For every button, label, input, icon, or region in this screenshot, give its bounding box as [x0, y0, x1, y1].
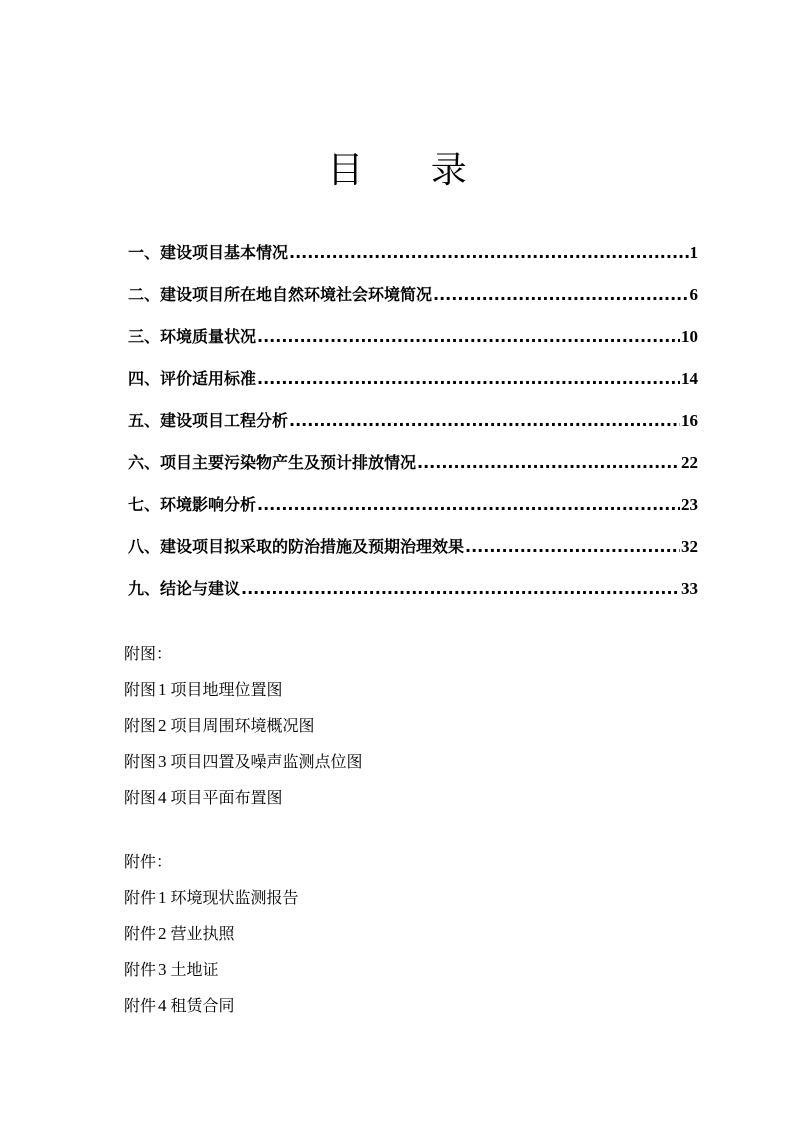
- attached-figure-prefix: 附图: [124, 716, 157, 735]
- toc-leader-dots: [241, 568, 680, 610]
- attached-document-number: 1: [158, 888, 167, 907]
- attached-document-item[interactable]: [124, 880, 299, 916]
- toc-page-number: 23: [681, 495, 698, 514]
- toc-entry[interactable]: [128, 442, 698, 484]
- toc-entry[interactable]: [128, 316, 698, 358]
- attached-documents-list: [124, 844, 299, 1024]
- toc-leader-dots: [465, 526, 680, 568]
- attached-document-title: 营业执照: [170, 924, 235, 943]
- toc-page-number: 10: [681, 327, 698, 346]
- toc-entry-title: 八、建设项目拟采取的防治措施及预期治理效果: [128, 537, 465, 556]
- toc-leader-dots: [257, 358, 680, 400]
- toc-entry-title: 二、建设项目所在地自然环境社会环境简况: [128, 285, 433, 304]
- toc-page-number: 6: [689, 285, 698, 304]
- attached-figures-list: [124, 636, 363, 816]
- toc-entry-title: 九、结论与建议: [128, 579, 241, 598]
- attached-document-item[interactable]: [124, 916, 299, 952]
- attached-document-number: 2: [158, 924, 167, 943]
- toc-entry-title: 七、环境影响分析: [128, 495, 257, 514]
- attached-document-item[interactable]: [124, 952, 299, 988]
- toc-entry[interactable]: [128, 232, 698, 274]
- toc-page-number: 33: [681, 579, 698, 598]
- attached-figure-item[interactable]: [124, 780, 363, 816]
- attached-document-number: 3: [158, 960, 167, 979]
- toc-leader-dots: [433, 274, 688, 316]
- toc-leader-dots: [417, 442, 680, 484]
- toc-leader-dots: [289, 232, 688, 274]
- attached-documents-heading: 附件：: [124, 852, 173, 871]
- attached-document-prefix: 附件: [124, 996, 157, 1015]
- attached-document-title: 土地证: [170, 960, 219, 979]
- toc-leader-dots: [257, 316, 680, 358]
- toc-page-number: 16: [681, 411, 698, 430]
- toc-entry[interactable]: [128, 358, 698, 400]
- attached-figure-number: 1: [158, 680, 167, 699]
- toc-page-number: 14: [681, 369, 698, 388]
- toc-entry-title: 五、建设项目工程分析: [128, 411, 289, 430]
- toc-entry[interactable]: [128, 400, 698, 442]
- attached-document-title: 环境现状监测报告: [170, 888, 299, 907]
- toc-entry-title: 一、建设项目基本情况: [128, 243, 289, 262]
- toc-leader-dots: [257, 484, 680, 526]
- attached-figure-prefix: 附图: [124, 788, 157, 807]
- attached-figures-heading: 附图：: [124, 644, 173, 663]
- attached-figure-item[interactable]: [124, 744, 363, 780]
- attached-figure-prefix: 附图: [124, 752, 157, 771]
- toc-entry-title: 四、评价适用标准: [128, 369, 257, 388]
- toc-entry[interactable]: [128, 274, 698, 316]
- attached-document-prefix: 附件: [124, 888, 157, 907]
- toc-leader-dots: [289, 400, 680, 442]
- table-of-contents: [128, 232, 698, 610]
- attached-document-prefix: 附件: [124, 924, 157, 943]
- attached-figure-item[interactable]: [124, 708, 363, 744]
- toc-entry[interactable]: [128, 568, 698, 610]
- attached-figure-title: 项目地理位置图: [170, 680, 283, 699]
- toc-page-number: 1: [689, 243, 698, 262]
- attached-figure-number: 3: [158, 752, 167, 771]
- toc-page-number: 32: [681, 537, 698, 556]
- attached-figure-title: 项目周围环境概况图: [170, 716, 315, 735]
- attached-document-number: 4: [158, 996, 167, 1015]
- attached-document-title: 租赁合同: [170, 996, 235, 1015]
- attached-figure-title: 项目四置及噪声监测点位图: [170, 752, 363, 771]
- toc-entry[interactable]: [128, 526, 698, 568]
- attached-figure-item[interactable]: [124, 672, 363, 708]
- toc-entry[interactable]: [128, 484, 698, 526]
- attached-figure-title: 项目平面布置图: [170, 788, 283, 807]
- page-title: 目 录: [327, 150, 495, 191]
- attached-figure-prefix: 附图: [124, 680, 157, 699]
- toc-entry-title: 六、项目主要污染物产生及预计排放情况: [128, 453, 417, 472]
- attached-document-prefix: 附件: [124, 960, 157, 979]
- toc-page-number: 22: [681, 453, 698, 472]
- toc-entry-title: 三、环境质量状况: [128, 327, 257, 346]
- attached-document-item[interactable]: [124, 988, 299, 1024]
- attached-figure-number: 4: [158, 788, 167, 807]
- attached-figure-number: 2: [158, 716, 167, 735]
